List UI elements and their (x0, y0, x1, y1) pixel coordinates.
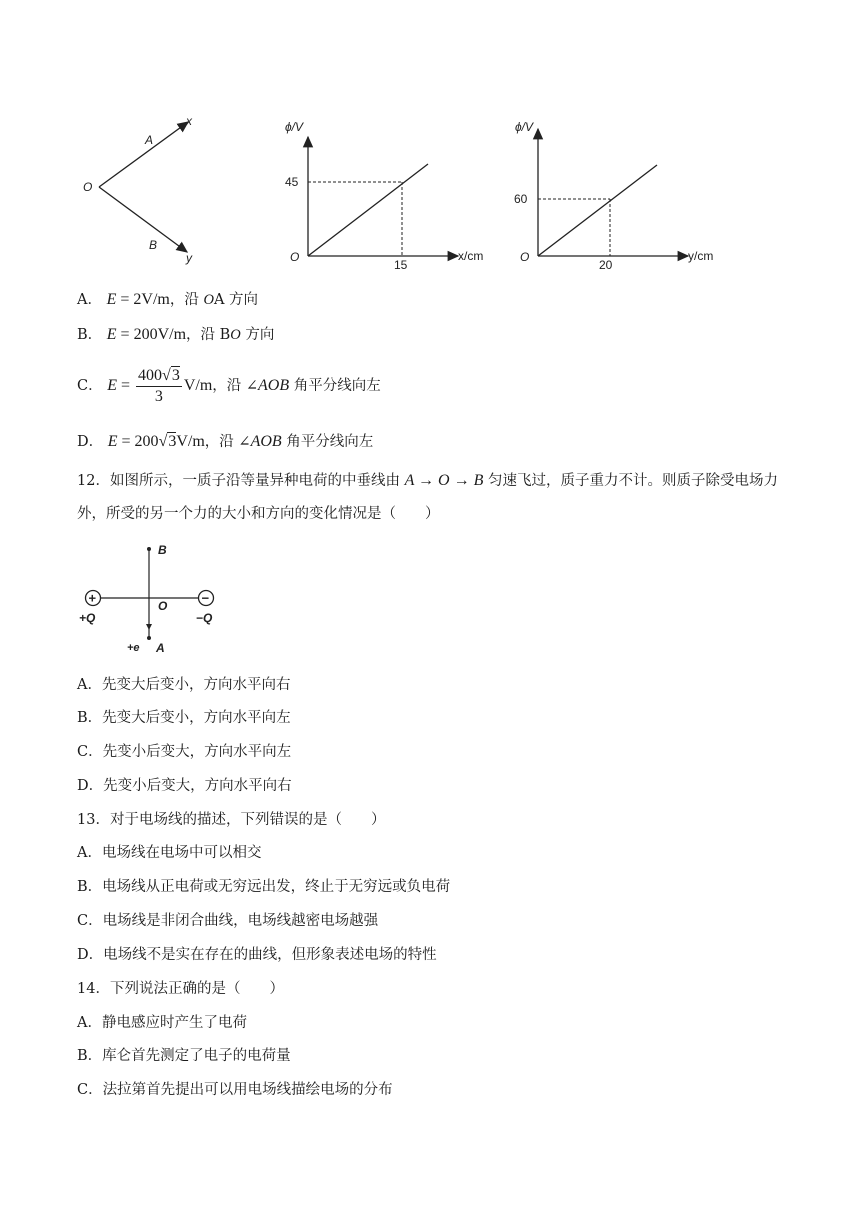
option-text: ，沿 B (186, 327, 231, 343)
q13-option-a: A．电场线在电场中可以相交 (77, 845, 262, 861)
stem-text: 匀速飞过，质子重力不计。则质子除受电场力外，所受的另一个力的大小和方向的变化情况是（ ） (77, 473, 778, 522)
label-a: A (156, 641, 165, 655)
symbol-e: E (107, 377, 117, 394)
option-letter: B． (77, 327, 103, 343)
label-minus-q: −Q (196, 611, 213, 625)
symbol-e: E (106, 326, 117, 343)
label-e: +e (127, 642, 140, 654)
q11-option-a (77, 290, 258, 310)
label-plus-q: +Q (79, 611, 96, 625)
q14-option-b: B．库仑首先测定了电子的电荷量 (77, 1048, 291, 1064)
q12-stem (77, 464, 778, 531)
option-letter: D． (77, 434, 104, 450)
fig2-ylabel: ϕ/V (285, 120, 304, 134)
point-a-dot (147, 636, 151, 640)
label-o: O (158, 599, 168, 613)
fig-charges (75, 538, 235, 660)
field-value: = 200 (117, 433, 159, 450)
option-text: ，沿 ∠ (212, 378, 259, 394)
fig-phi-y-graph (510, 115, 725, 275)
fig-phi-x-graph (280, 115, 495, 275)
q14-stem: 14．下列说法正确的是（ ） (77, 981, 284, 997)
option-text: A 方向 (213, 292, 259, 308)
point-b-dot (147, 547, 151, 551)
denominator: 3 (154, 387, 163, 405)
q13-option-c: C．电场线是非闭合曲线，电场线越密电场越强 (77, 913, 379, 929)
fig3-xtick: 20 (599, 258, 613, 272)
fig3-ytick: 60 (514, 192, 528, 206)
fig2-ytick: 45 (285, 175, 299, 189)
label-b: B (158, 543, 167, 557)
radicand: 3 (171, 366, 180, 384)
point-o: O (203, 292, 214, 308)
fig3-origin: O (520, 250, 530, 264)
fig1-label-o: O (83, 180, 93, 194)
q11-option-c (77, 364, 381, 408)
field-value: = 200V/m (116, 326, 187, 343)
q12-option-a: A．先变大后变小，方向水平向右 (77, 677, 291, 693)
angle-name: AOB (250, 433, 282, 450)
fig3-xlabel: y/cm (688, 249, 714, 263)
path-expression: A → O → B (404, 472, 484, 489)
angle-name: AOB (258, 377, 290, 394)
fig1-label-a: A (145, 133, 154, 147)
radicand: 3 (168, 433, 177, 450)
ray-y (99, 187, 187, 252)
fig2-xtick: 15 (394, 258, 408, 272)
option-text: ，沿 ∠ (204, 434, 251, 450)
q14-option-a: A．静电感应时产生了电荷 (77, 1015, 247, 1031)
symbol-e: E (106, 291, 117, 308)
option-text: ，沿 (169, 292, 204, 308)
q12-option-d: D．先变小后变大，方向水平向右 (77, 778, 292, 794)
q13-option-d: D．电场线不是实在存在的曲线，但形象表述电场的特性 (77, 947, 437, 963)
q11-option-d: D． E = 200√3V/m，沿 ∠AOB 角平分线向左 (77, 433, 374, 450)
option-text: 方向 (240, 327, 275, 343)
fraction: $\frac{400√3}{3}$ (138, 366, 180, 405)
fig2-xlabel: x/cm (458, 249, 484, 263)
unit: V/m (176, 433, 205, 450)
q12-option-c: C．先变小后变大，方向水平向左 (77, 744, 292, 760)
fig-oxy-rays (75, 110, 215, 270)
point-o: O (230, 327, 241, 343)
q11-option-b (77, 325, 274, 345)
q12-option-b: B．先变大后变小，方向水平向左 (77, 710, 291, 726)
velocity-arrow (146, 624, 152, 630)
option-text: 角平分线向左 (289, 378, 381, 394)
fig3-data-line (538, 165, 657, 256)
minus-sign: − (201, 590, 210, 606)
q14-option-c: C．法拉第首先提出可以用电场线描绘电场的分布 (77, 1082, 393, 1098)
numerator: 400 (138, 366, 163, 384)
q13-option-b: B．电场线从正电荷或无穷远出发，终止于无穷远或负电荷 (77, 879, 451, 895)
option-letter: C． (77, 378, 103, 394)
equals: = (117, 377, 135, 394)
unit: V/m (183, 377, 213, 394)
fig1-label-x: x (186, 114, 192, 128)
fig1-label-b: B (149, 238, 158, 252)
stem-text: 12．如图所示，一质子沿等量异种电荷的中垂线由 (77, 473, 405, 489)
fig2-origin: O (290, 250, 300, 264)
fig2-data-line (308, 164, 428, 256)
fig3-ylabel: ϕ/V (515, 120, 534, 134)
fig1-label-y: y (186, 251, 192, 265)
option-letter: A． (77, 292, 102, 308)
q13-stem: 13．对于电场线的描述，下列错误的是（ ） (77, 812, 386, 828)
ray-x (99, 122, 188, 187)
symbol-e: E (107, 433, 118, 450)
field-value: = 2V/m (116, 291, 170, 308)
plus-sign: + (88, 590, 97, 606)
option-text: 角平分线向左 (281, 434, 374, 450)
